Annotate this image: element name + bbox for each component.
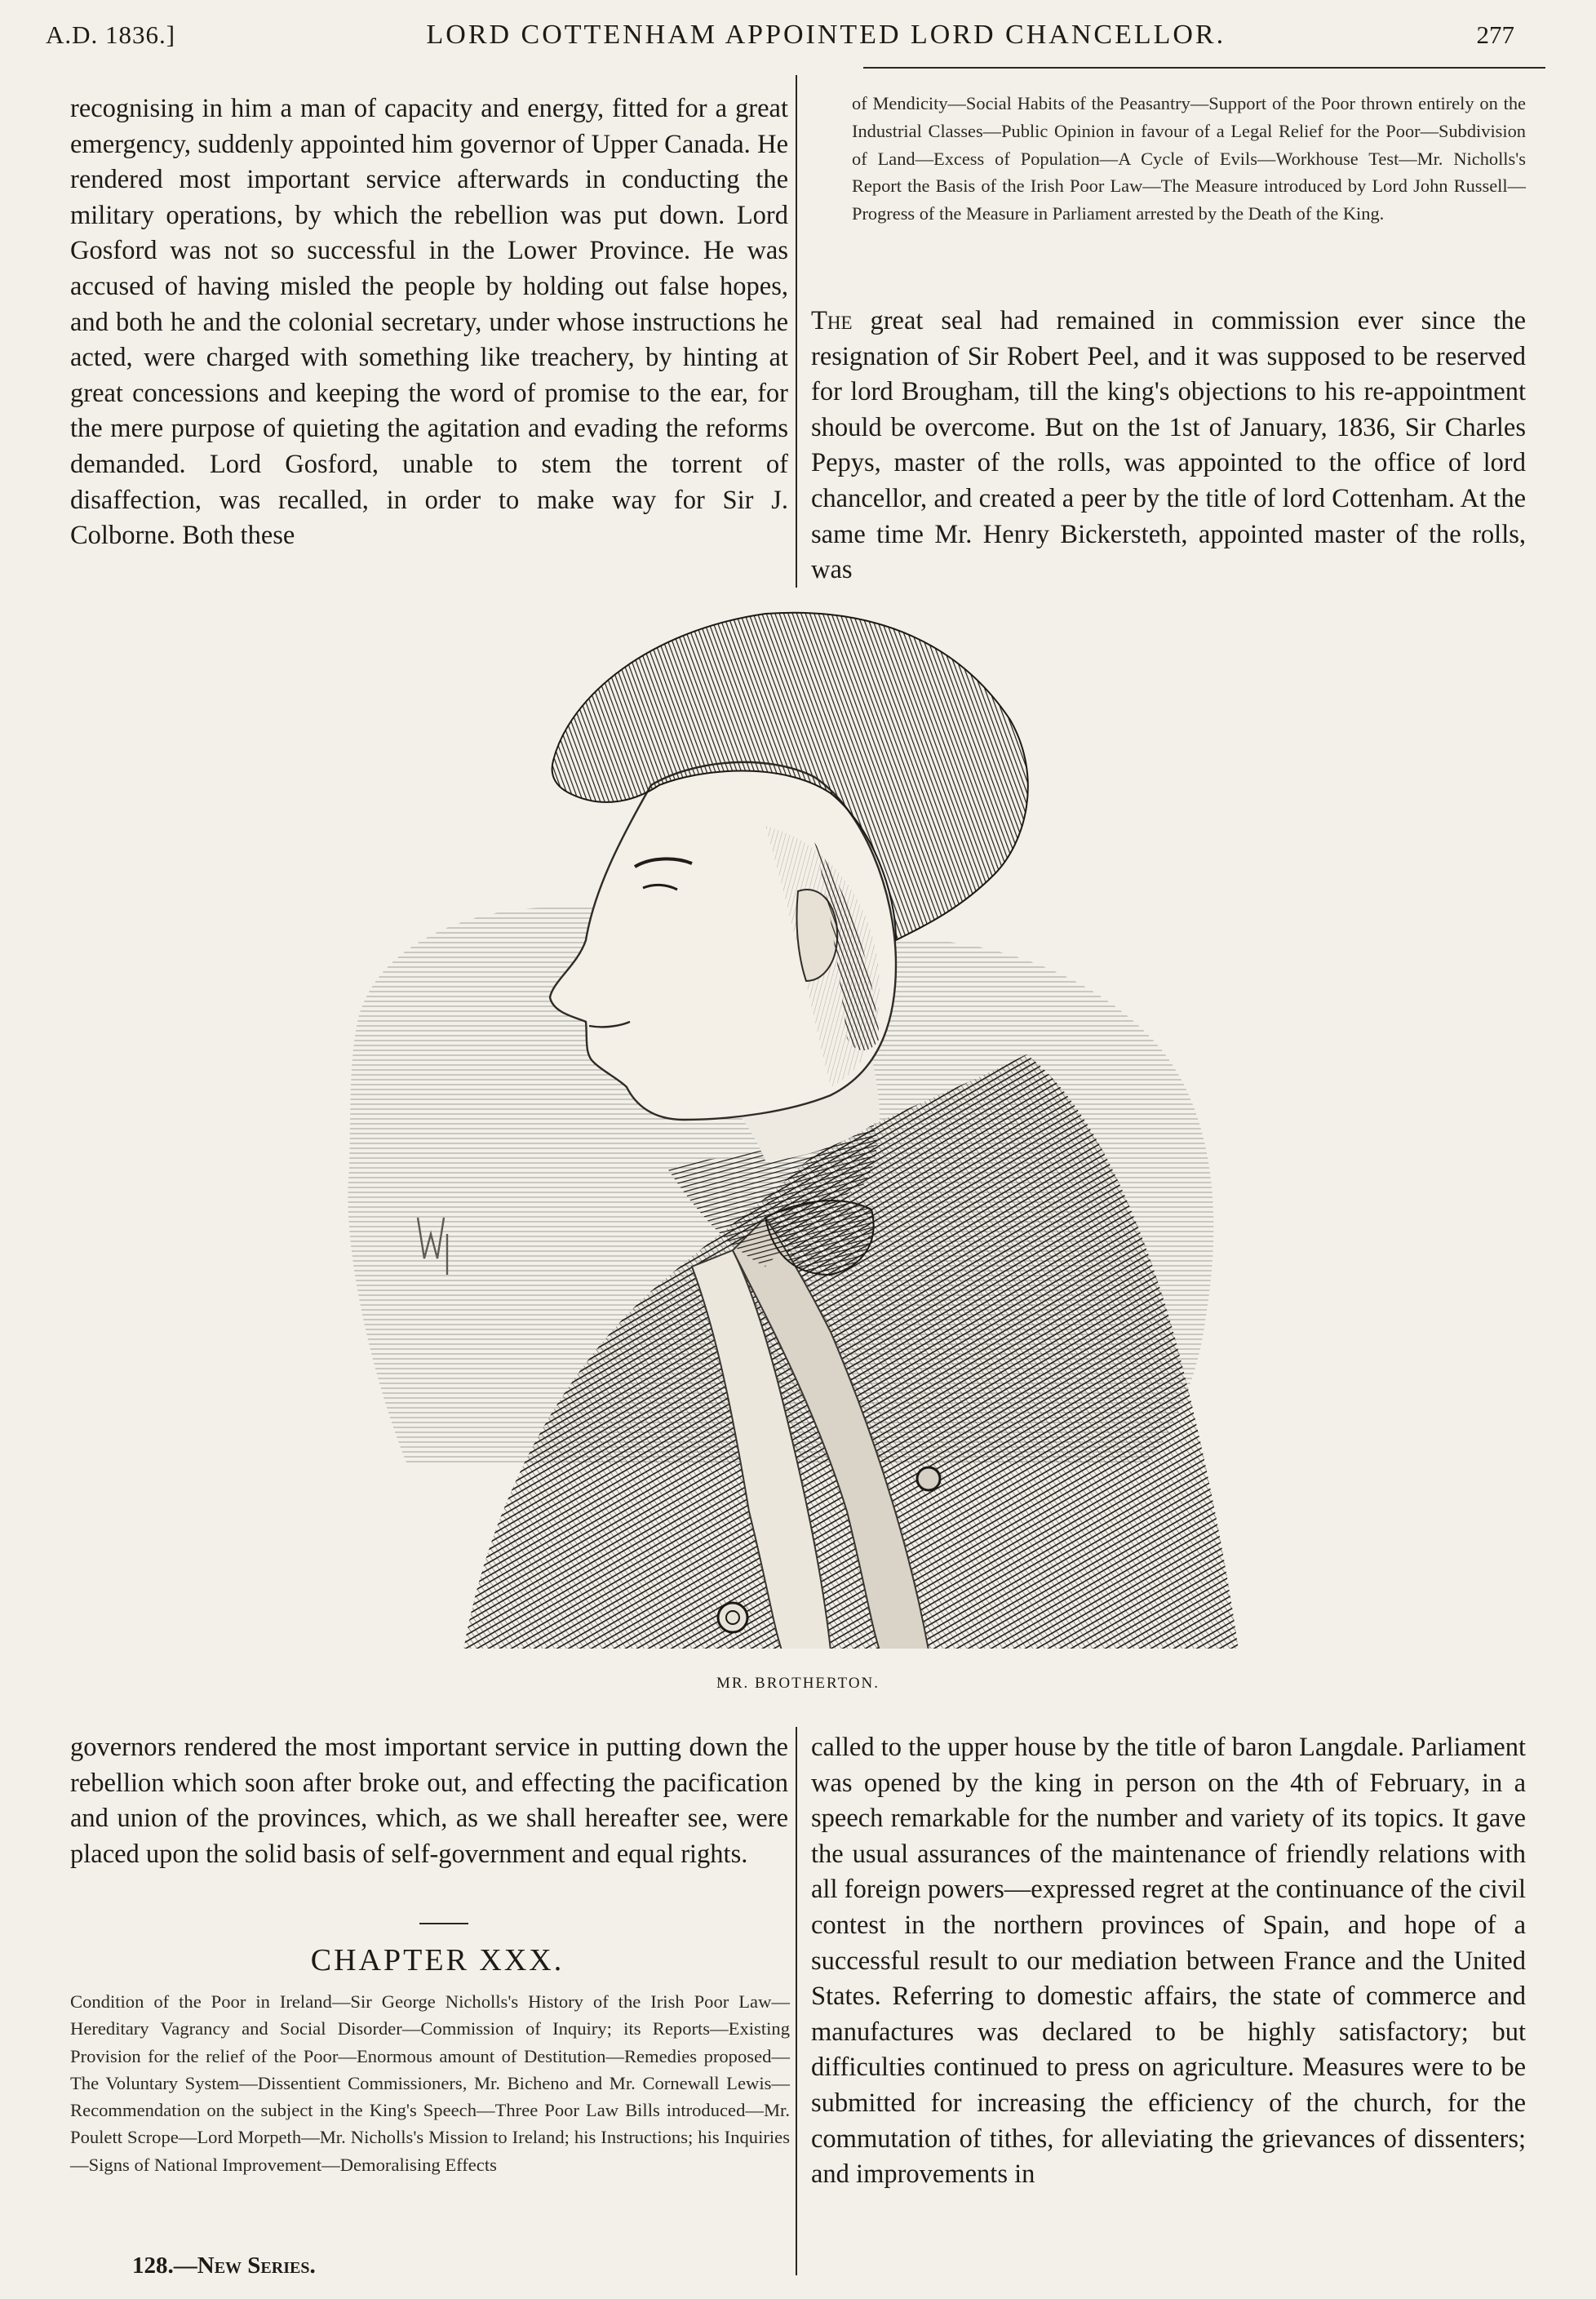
bottom-left-column xyxy=(70,1730,788,1872)
top-right-paragraph xyxy=(811,304,1526,588)
column-divider-bottom xyxy=(796,1727,797,2275)
bottom-right-paragraph: called to the upper house by the title of baron Langdale. Parliament was opened by the king in person on the 4th of February, in a speech remarkable for the number and variety of its topics. It gave the usual assurances of the maintenance of friendly relations with all foreign powers—expressed regret at the continuance of the civil contest in the northern provinces of Spain, and hope of a successful result to our mediation between France and the United States. Referring to domestic affairs, the state of commerce and manufactures was declared to be highly satisfactory; but difficulties continued to press on agriculture. Measures were to be submitted for increasing the efficiency of the church, for the commutation of tithes, for alleviating the grievances of dissenters; and improvements in xyxy=(811,1733,1526,2190)
paragraph-lead-word: The xyxy=(811,306,853,335)
top-left-paragraph: recognising in him a man of capacity and energy, fitted for a great emergency, suddenly appointed him governor of Upper Canada. He rendered most important service afterwards in conducting the military operations, by which the rebellion was put down. Lord Gosford was not so successful in the Lower Province. He was accused of having misled the people by holding out false hopes, and both he and the colonial secretary, under whose instructions he acted, were charged with something like treachery, by hinting at great concessions and keeping the word of promise to the ear, for the mere purpose of quieting the agitation and evading the reforms demanded. Lord Gosford, unable to stem the torrent of disaffection, was recalled, in order to make way for Sir J. Colborne. Both these xyxy=(70,94,788,551)
portrait-engraving xyxy=(308,597,1288,1649)
bottom-left-paragraph: governors rendered the most important service in putting down the rebellion which soon after broke out, and effecting the pacification and union of the provinces, which, as we shall hereafter see, were placed upon the solid basis of self-government and equal rights. xyxy=(70,1733,788,1869)
top-right-column xyxy=(811,304,1526,588)
running-head-date: A.D. 1836.] xyxy=(46,20,176,49)
chapter-summary xyxy=(70,1988,790,2178)
illustration-caption: MR. BROTHERTON. xyxy=(716,1675,880,1692)
running-head-title: LORD COTTENHAM APPOINTED LORD CHANCELLOR. xyxy=(426,20,1226,50)
header-rule xyxy=(863,67,1545,69)
page-number: 277 xyxy=(1476,20,1514,49)
top-left-column xyxy=(70,91,788,554)
top-right-paragraph-text: great seal had remained in commission ever since the resignation of Sir Robert Peel, and it was supposed to be reserved for lord Brougham, till the king's objections to his re-appointment should be overcome. But on the 1st of January, 1836, Sir Charles Pepys, master of the rolls, was appointed to the office of lord chancellor, and created a peer by the title of lord Cottenham. At the same time Mr. Henry Bickersteth, appointed master of the rolls, was xyxy=(811,306,1526,585)
chapter-summary-continued xyxy=(852,90,1526,228)
summary-continued-text: of Mendicity—Social Habits of the Peasantry—Support of the Poor thrown entirely on the Industrial Classes—Public Opinion in favour of a Legal Relief for the Poor—Subdivision of Land—Excess of Population—A Cycle of Evils—Workhouse Test—Mr. Nicholls's Report the Basis of the Irish Poor Law—The Measure introduced by Lord John Russell—Progress of the Measure in Parliament arrested by the Death of the King. xyxy=(852,93,1526,224)
chapter-summary-text: Condition of the Poor in Ireland—Sir George Nicholls's History of the Irish Poor Law—Hereditary Vagrancy and Social Disorder—Commission of Inquiry; its Reports—Existing Provision for the relief of the Poor—Enormous amount of Destitution—Remedies proposed—The Voluntary System—Dissentient Commissioners, Mr. Bicheno and Mr. Cornewall Lewis—Recommendation on the subject in the King's Speech—Three Poor Law Bills introduced—Mr. Poulett Scrope—Lord Morpeth—Mr. Nicholls's Mission to Ireland; his Instructions; his Inquiries—Signs of National Improvement—Demoralising Effects xyxy=(70,1991,790,2175)
running-head xyxy=(46,15,1514,55)
bottom-right-column xyxy=(811,1730,1526,2193)
printer-signature: 128.—New Series. xyxy=(132,2252,316,2279)
column-divider-top xyxy=(796,75,797,588)
chapter-heading: CHAPTER XXX. xyxy=(310,1943,565,1977)
chapter-rule xyxy=(419,1923,468,1924)
